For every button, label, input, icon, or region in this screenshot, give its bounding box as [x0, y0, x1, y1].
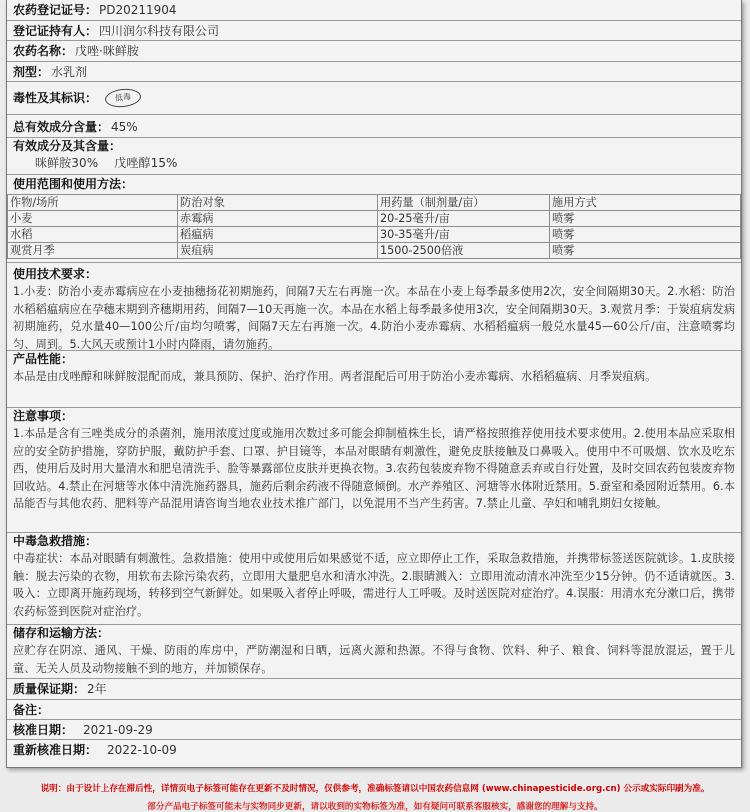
warranty-value: 2年 — [87, 682, 107, 696]
holder-row — [7, 21, 741, 41]
product-performance-text: 本品是由戊唑醇和咪鲜胺混配而成，兼具预防、保护、治疗作用。两者混配后可用于防治小麦赤霉病、水稻稻瘟病、月季炭疽病。 — [13, 370, 657, 383]
cert-number-label: 农药登记证号： — [13, 3, 98, 17]
formulation-value: 水乳剂 — [51, 64, 88, 79]
usage-cell-crop: 观赏月季 — [8, 243, 178, 259]
technical-requirements-block — [7, 266, 741, 351]
table-row — [8, 227, 741, 243]
warranty-row — [7, 679, 741, 700]
storage-text: 应贮存在阴凉、通风、干燥、防雨的库房中，严防潮湿和日晒，远离火源和热源。不得与食物、饮料、种子、粮食、饲料等混放混运，置于儿童、无关人员及动物接触不到的地方，并加锁保存。 — [13, 644, 735, 675]
precautions-block — [7, 408, 741, 533]
total-content-value: 45% — [111, 120, 138, 134]
toxicity-label: 毒性及其标识： — [13, 91, 98, 105]
reapproval-date-row — [7, 740, 741, 760]
usage-table — [7, 194, 741, 259]
usage-header-dosage: 用药量（制剂量/亩） — [378, 195, 550, 211]
usage-cell-method: 喷雾 — [550, 243, 741, 259]
usage-cell-target: 赤霉病 — [178, 211, 378, 227]
table-row — [8, 211, 741, 227]
table-row — [8, 243, 741, 259]
usage-cell-method: 喷雾 — [550, 227, 741, 243]
holder-label: 登记证持有人： — [13, 23, 98, 38]
approval-date-label: 核准日期： — [13, 722, 74, 737]
disclaimer-note-secondary: 部分产品电子标签可能未与实物同步更新，请以收到的实物标签为准，如有疑问可联系客服核实，感谢您的理解与支持。 — [147, 802, 603, 812]
toxicity-row — [7, 82, 741, 115]
approval-date-row — [7, 720, 741, 740]
ingredients-block — [7, 138, 741, 175]
warranty-label: 质量保证期： — [13, 682, 86, 696]
formulation-row — [7, 62, 741, 82]
remarks-label: 备注： — [13, 702, 50, 717]
precautions-text: 1.本品是含有三唑类成分的杀菌剂，施用浓度过度或施用次数过多可能会抑制植株生长，请严格按照推荐使用技术要求使用。2.使用本品应采取相应的安全防护措施，穿防护服，戴防护手套、口罩、护目镜等，本品对眼睛有刺激性，避免皮肤接触及口鼻吸入。使用中不可吸烟、饮水及吃东西，使用后及时用大量清水和肥皂清洗手、脸等暴露部位皮肤并更换衣物。3.农药包装废弃物不得随意丢弃或自行处置，及时交回农药包装废弃物回收站。4.禁止在河塘等水体中清洗施药器具，施药后剩余药液不得随意倾倒。水产养殖区、河塘等水体附近禁用。5.蚕室和桑园附近禁用。6.本品能否与其他农药、肥料等产品混用请咨询当地农业技术推广部门，以免混用不当产生药害。7.禁止儿童、孕妇和哺乳期妇女接触。 — [13, 427, 735, 510]
usage-cell-target: 稻瘟病 — [178, 227, 378, 243]
first-aid-title: 中毒急救措施： — [13, 534, 98, 548]
pesticide-name-label: 农药名称： — [13, 44, 74, 58]
usage-cell-crop: 小麦 — [8, 211, 178, 227]
product-performance-title: 产品性能： — [13, 352, 74, 366]
ingredients-label: 有效成分及其含量： — [13, 139, 122, 153]
low-toxicity-stamp-icon: 低毒 — [104, 87, 142, 109]
ingredients-value: 咪鲜胺30% 戊唑醇15% — [35, 156, 178, 170]
usage-cell-crop: 水稻 — [8, 227, 178, 243]
approval-date-value: 2021-09-29 — [83, 722, 153, 737]
precautions-title: 注意事项： — [13, 409, 74, 423]
usage-header-method: 施用方式 — [550, 195, 741, 211]
total-content-row — [7, 117, 741, 138]
usage-cell-target: 炭疽病 — [178, 243, 378, 259]
formulation-label: 剂型： — [13, 64, 50, 79]
remarks-row — [7, 700, 741, 720]
pesticide-name-value: 戊唑·咪鲜胺 — [75, 44, 139, 58]
technical-requirements-title: 使用技术要求： — [13, 267, 98, 281]
usage-scope-block — [7, 175, 741, 263]
pesticide-label-document — [6, 0, 742, 768]
pesticide-name-row — [7, 41, 741, 62]
usage-header-crop: 作物/场所 — [8, 195, 178, 211]
reapproval-date-value: 2022-10-09 — [107, 743, 177, 757]
usage-cell-dosage: 30-35毫升/亩 — [378, 227, 550, 243]
usage-cell-dosage: 20-25毫升/亩 — [378, 211, 550, 227]
disclaimer-note: 说明：由于设计上存在滞后性，详情页电子标签可能存在更新不及时情况，仅供参考，准确标签请以中国农药信息网 (www.chinapesticide.org.cn) 公示或实际印刷为准。 — [40, 784, 710, 794]
reapproval-date-label: 重新核准日期： — [13, 743, 98, 757]
cert-number-row — [7, 0, 741, 21]
holder-value: 四川润尔科技有限公司 — [99, 23, 220, 38]
usage-scope-title: 使用范围和使用方法： — [13, 177, 134, 191]
usage-header-target: 防治对象 — [178, 195, 378, 211]
storage-block — [7, 625, 741, 679]
first-aid-block — [7, 533, 741, 625]
storage-title: 储存和运输方法： — [13, 626, 110, 640]
product-performance-block — [7, 351, 741, 408]
total-content-label: 总有效成分含量： — [13, 120, 110, 134]
usage-cell-method: 喷雾 — [550, 211, 741, 227]
usage-table-header-row — [8, 195, 741, 211]
usage-cell-dosage: 1500-2500倍液 — [378, 243, 550, 259]
first-aid-text: 中毒症状：本品对眼睛有刺激性。急救措施：使用中或使用后如果感觉不适，应立即停止工作，采取急救措施，并携带标签送医院就诊。1.皮肤接触：脱去污染的衣物，用软布去除污染农药，立即用大量肥皂水和清水冲洗。2.眼睛溅入：立即用流动清水冲洗至少15分钟。仍不适请就医。3.吸入：立即离开施药现场，转移到空气新鲜处。如果吸入者停止呼吸，需进行人工呼吸。及时送医院对症治疗。4.误服：用清水充分漱口后，携带农药标签到医院对症治疗。 — [13, 552, 735, 618]
cert-number-value: PD20211904 — [99, 3, 177, 17]
technical-requirements-text: 1.小麦：防治小麦赤霉病应在小麦抽穗扬花初期施药，间隔7天左右再施一次。本品在小麦上每季最多使用2次，安全间隔期30天。2.水稻：防治水稻稻瘟病应在孕穗末期到齐穗期用药，间隔7—10天再施一次。本品在水稻上每季最多使用3次，安全间隔期30天。3.观赏月季：于炭疽病发病初期施药，兑水量40—100公斤/亩均匀喷雾，间隔7天左右再施一次。4.防治小麦赤霉病、水稻稻瘟病一般兑水量45—60公斤/亩，注意喷雾均匀、周到。5.大风天或预计1小时内降雨，请勿施药。 — [13, 285, 735, 351]
